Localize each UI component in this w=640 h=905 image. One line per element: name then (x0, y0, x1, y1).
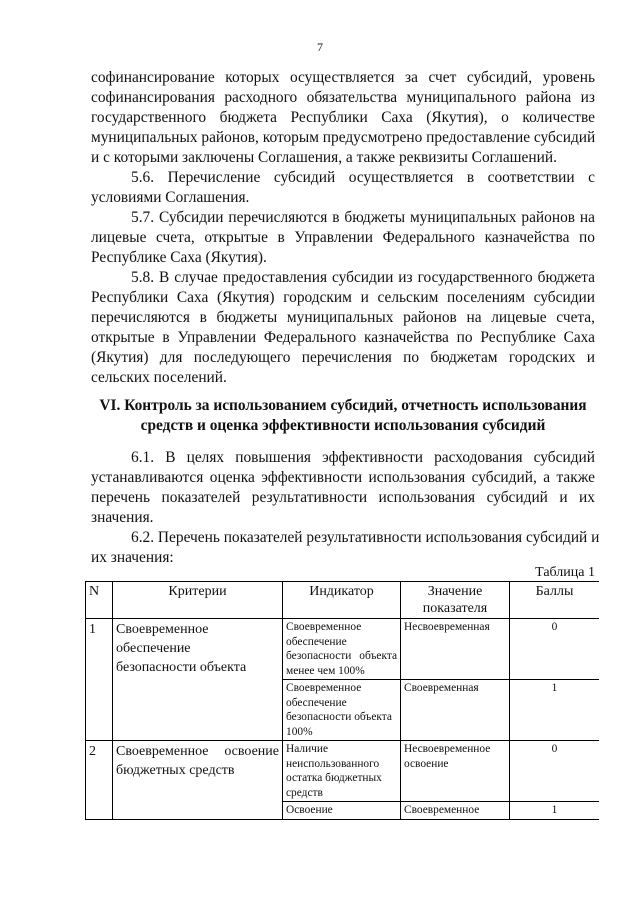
section-heading-line: средств и оценка эффективности использования субсидий (140, 416, 546, 434)
header-cell-criteria: Критерии (113, 582, 283, 619)
score-cell: 0 (510, 619, 600, 680)
body-text-line: Республике Саха (Якутия). (91, 249, 267, 266)
body-text-line: Республики Саха (Якутия) городским и сельским поселениям субсидии (91, 289, 595, 306)
body-text-line: софинансирования расходного обязательства муниципального района из (91, 89, 595, 106)
row-number-cell: 2 (86, 741, 113, 820)
header-cell-indicator: Индикатор (283, 582, 401, 619)
body-text-line: значения. (91, 509, 154, 526)
body-text-line: открытые в Управлении Федерального казначейства по Республике Саха (91, 329, 595, 346)
header-cell-value: Значение показателя (401, 582, 510, 619)
body-text-line: их значения: (91, 549, 174, 566)
body-text-line: (Якутия) для последующего перечисления по бюджетам городских и (91, 349, 595, 366)
body-text-line: государственного бюджета Республики Саха (Якутия), о количестве (91, 109, 595, 126)
criterion-cell: Своевременное освоение бюджетных средств (113, 741, 283, 820)
body-text-line: условиями Соглашения. (91, 189, 250, 206)
body-text-line: 5.8. В случае предоставления субсидии из государственного бюджета (131, 269, 595, 286)
page-number: 7 (317, 40, 323, 54)
indicator-cell: Наличие неиспользованного остатка бюджетных средств (283, 741, 401, 802)
score-cell: 0 (510, 741, 600, 802)
table-container (85, 581, 599, 905)
table-caption: Таблица 1 (535, 565, 595, 580)
indicator-cell: Своевременное обеспечение безопасности объекта 100% (283, 680, 401, 741)
body-text-line: софинансирование которых осуществляется за счет субсидий, уровень (91, 69, 595, 86)
value-cell: Несвоевременное освоение (401, 741, 510, 802)
body-text-line: сельских поселений. (91, 369, 227, 386)
body-text-line: 6.2. Перечень показателей результативности использования субсидий и (131, 529, 600, 546)
body-text-line: 5.6. Перечисление субсидий осуществляется в соответствии с (131, 169, 595, 186)
value-cell: Несвоевременная (401, 619, 510, 680)
header-cell-score: Баллы (510, 582, 600, 619)
indicator-cell: Освоение (283, 802, 401, 820)
score-cell: 1 (510, 680, 600, 741)
body-text-line: и с которыми заключены Соглашения, а также реквизиты Соглашений. (91, 149, 557, 166)
criterion-cell: Своевременное обеспечение безопасности объекта (113, 619, 283, 741)
score-cell: 1 (510, 802, 600, 820)
section-heading (91, 396, 595, 435)
header-cell-n: N (86, 582, 113, 619)
body-text-line: устанавливаются оценка эффективности использования субсидий, а также (91, 469, 595, 486)
body-text-line: муниципальных районов, которым предусмотрено предоставление субсидий (91, 129, 596, 146)
body-text-line: 5.7. Субсидии перечисляются в бюджеты муниципальных районов на (131, 209, 595, 226)
body-text-line: лицевые счета, открытые в Управлении Федерального казначейства по (91, 229, 595, 246)
indicator-cell: Своевременное обеспечение безопасности объекта менее чем 100% (283, 619, 401, 680)
section-heading-line: VI. Контроль за использованием субсидий, отчетность использования (99, 397, 587, 414)
table-row (86, 741, 600, 802)
body-text-line: перечисляются в бюджеты муниципальных районов на лицевые счета, (91, 309, 595, 326)
value-cell: Своевременное (401, 802, 510, 820)
row-number-cell: 1 (86, 619, 113, 741)
table-row (86, 619, 600, 680)
value-cell: Своевременная (401, 680, 510, 741)
criteria-table (85, 581, 599, 820)
table-header-row (86, 582, 600, 619)
body-text-line: перечень показателей результативности использования субсидий и их (91, 489, 595, 506)
body-text-line: 6.1. В целях повышения эффективности расходования субсидий (131, 449, 595, 466)
